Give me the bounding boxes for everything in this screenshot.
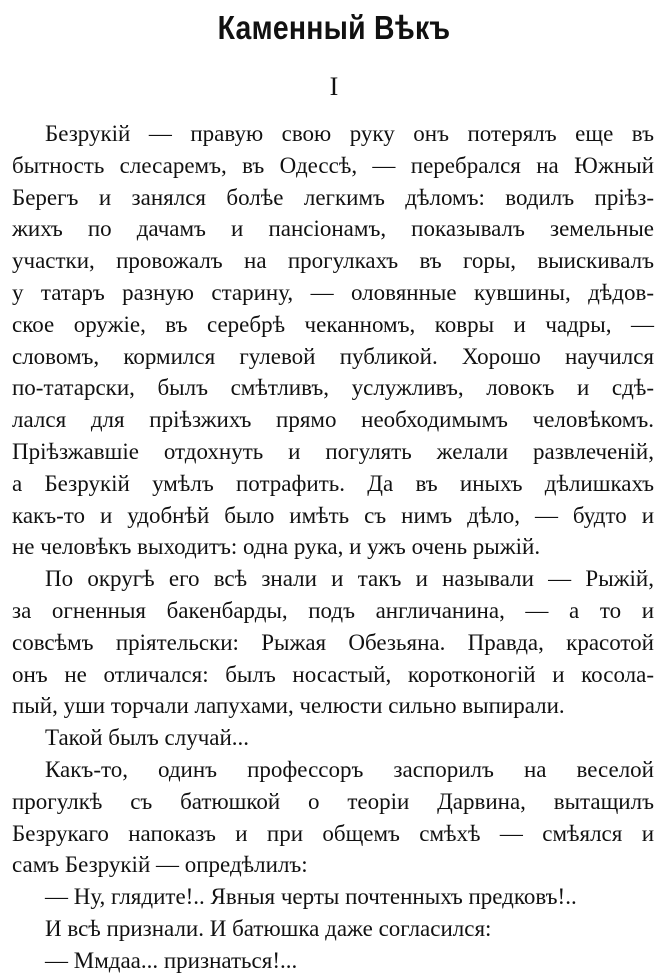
text-line: По округѣ его всѣ знали и такъ и называли — Рыжій, [45, 566, 654, 592]
text-line: Прiѣзжавшiе отдохнуть и погулять желали развлеченiй, [12, 438, 654, 464]
text-line: прогулкѣ съ батюшкой о теорiи Дарвина, вытащилъ [12, 788, 654, 814]
chapter-number: I [329, 72, 339, 101]
text-line: какъ-то и удобнѣй было имѣть съ нимъ дѣло, — будто и [12, 502, 654, 528]
text-line: словомъ, кормился гулевой публикой. Хорошо научился [12, 343, 654, 369]
text-line: Безрукаго напоказъ и при общемъ смѣхѣ — смѣялся и [12, 820, 654, 846]
text-line: по-татарски, былъ смѣтливъ, услужливъ, ловокъ и сдѣ- [12, 375, 654, 401]
body-text [12, 118, 654, 977]
text-line: совсѣмъ прiятельски: Рыжая Обезьяна. Правда, красотой [12, 629, 654, 655]
text-line: за огненныя бакенбарды, подъ англичанина, — а то и [12, 597, 654, 623]
text-line: у татаръ разную старину, — оловянные кувшины, дѣдов- [12, 279, 654, 305]
text-line: — Ммдаа... признаться!... [45, 947, 298, 973]
text-line: а Безрукій умѣлъ потрафить. Да въ иныхъ дѣлишкахъ [12, 470, 654, 496]
text-line: пый, уши торчали лапухами, челюсти сильно выпирали. [12, 693, 565, 719]
text-line: лался для прiѣзжихъ прямо необходимымъ человѣкомъ. [12, 407, 654, 433]
text-line: онъ не отличался: былъ носастый, коротконогій и косола- [12, 661, 654, 687]
text-line: не человѣкъ выходитъ: одна рука, и ужъ очень рыжій. [12, 534, 541, 560]
text-line: — Ну, глядите!.. Явныя черты почтенныхъ предковъ!.. [45, 884, 577, 910]
text-line: самъ Безрукій — опредѣлилъ: [12, 852, 308, 878]
text-line: Безрукій — правую свою руку онъ потерялъ еще въ [45, 121, 654, 146]
text-line: ское оружiе, въ серебрѣ чеканномъ, ковры и чадры, — [12, 311, 654, 337]
text-line: участки, провожалъ на прогулкахъ въ горы, выискивалъ [12, 248, 654, 274]
text-line: Берегъ и занялся болѣе легкимъ дѣломъ: водилъ прiѣз- [12, 184, 654, 210]
text-line: бытность слесаремъ, въ Одессѣ, — перебрался на Южный [12, 152, 654, 178]
text-line: жихъ по дачамъ и пансiонамъ, показывалъ земельные [12, 216, 654, 242]
page-title: Каменный Вѣкъ [217, 9, 451, 46]
text-line: И всѣ признали. И батюшка даже согласился: [45, 915, 492, 941]
text-line: Такой былъ случай... [45, 725, 250, 751]
text-line: Какъ-то, одинъ профессоръ заспорилъ на веселой [45, 756, 654, 782]
